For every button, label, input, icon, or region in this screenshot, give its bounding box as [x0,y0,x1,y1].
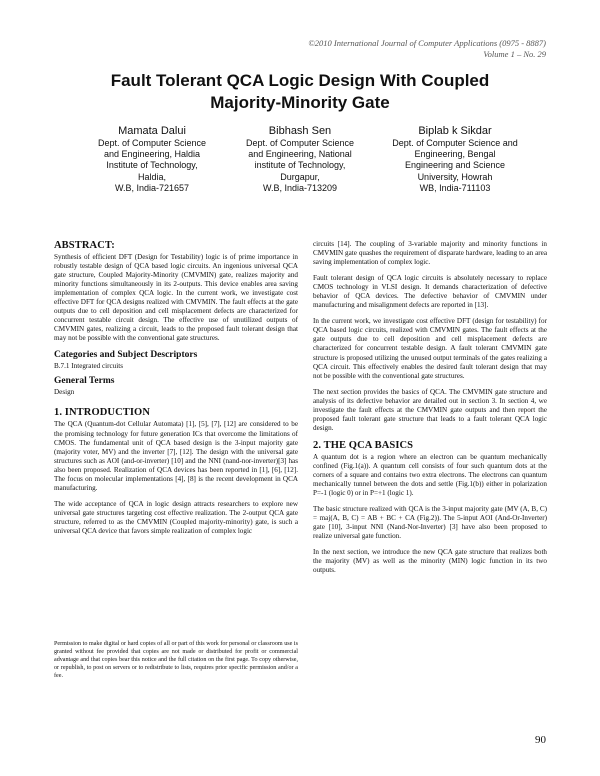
abstract-heading: ABSTRACT: [54,240,115,251]
affiliation-line: institute of Technology, [254,160,346,171]
author-block-2 [240,124,360,194]
affiliation-line: and Engineering, National [248,149,352,160]
affiliation-line: and Engineering, Haldia [103,149,201,160]
affiliation-line: W.B, India-721657 [114,182,190,193]
affiliation-line: W.B, India-713209 [262,182,338,193]
qca-basics-paragraph-2: The basic structure realized with QCA is the 3-input majority gate (MV (A, B, C) = maj(A, B, C) = AB + BC + CA (Fig.2)). The 5-input AOI (And-Or-Inverter) gate [10], 3-input NNI (Nand-Nor-Inverter) [3] have also been proposed to realize universal gate function. [313,505,547,541]
qca-basics-paragraph-1: A quantum dot is a region where an electron can be quantum mechanically confined (Fig.1(a)). A quantum cell consists of four such quantum dots at the corners of a square and contains two extra electrons. The electrons can quantum mechanically tunnel between the dots and settle (Fig.1(b)) either in polarization P=-1 (logic 0) or in P=+1 (logic 1). [313,452,547,498]
affiliation-line: Durgapur, [280,171,320,182]
author-affiliation [240,138,360,194]
running-header [308,38,546,60]
affiliation-line: Engineering and Science [404,160,506,171]
left-column [54,240,298,543]
volume-line: Volume 1 – No. 29 [483,49,546,59]
affiliation-line: Institute of Technology, [106,160,198,171]
author-name: Mamata Dalui [118,125,186,137]
right-paragraph-3: In the current work, we investigate cost effective DFT (design for testability) for QCA based logic circuits, realized with CMVMIN gates. The fault effects at the gate outputs due to cell deposition and cell misplacement defects are characterized for concurrent testable design. A fault tolerant CMVMIN gate structure is proposed utilizing the unused output terminals of the gates realizing a QCA circuit. This effectively enables the desired fault tolerant design that may not be possible with the conventional gate structures. [313,317,547,380]
title-line-1: Fault Tolerant QCA Logic Design With Coupled [110,71,490,90]
affiliation-line: Dept. of Computer Science and [392,138,518,148]
introduction-heading: 1. INTRODUCTION [54,407,151,419]
author-affiliation [385,138,525,194]
qca-basics-heading: 2. THE QCA BASICS [313,439,414,451]
right-paragraph-1: circuits [14]. The coupling of 3-variable majority and minority functions in CMVMIN gate quashes the requirement of disparate hardware, leading to an area saving implementation of complex logic. [313,240,547,267]
paper-title [60,70,540,114]
author-block-1 [92,124,212,194]
author-name: Bibhash Sen [268,125,332,137]
journal-line: ©2010 International Journal of Computer Applications (0975 - 8887) [308,38,546,48]
right-paragraph-2: Fault tolerant design of QCA logic circuits is absolutely necessary to replace CMOS technology in VLSI design. It demands characterization of defective behavior of QCA devices. The defective behavior of CMVMIN under manufacturing and misalignment defects are reported in [13]. [313,274,547,310]
page-number: 90 [535,734,546,746]
affiliation-line: WB, India-711103 [419,182,491,193]
introduction-paragraph-1: The QCA (Quantum-dot Cellular Automata) [1], [5], [7], [12] are considered to be the promising technology for future generation ICs that overcome the limitations of CMOS. The fundamental unit of QCA based design is the 3-input majority gate (majority voter, MV) and the inverter [7], [12]. The design with the universal gate structures such as AOI (and-or-inverter) [10] and the NNI (nand-nor-inverter)[3] has also been proposed. Realization of QCA devices has been reported in [1], [6], [12]. The focus on molecular implementations [4], [8] is the recent development in QCA manufacturing. [54,420,298,492]
author-affiliation [92,138,212,194]
affiliation-line: Dept. of Computer Science [245,138,355,148]
affiliation-line: Dept. of Computer Science [97,138,207,148]
affiliation-line: Engineering, Bengal [414,149,496,160]
abstract-text: Synthesis of efficient DFT (Design for Testability) logic is of prime importance in robustly testable design of QCA based logic circuits. An ingenious universal QCA gate structure, Coupled Majority-Minority (CMVMIN) gate, realizes majority and minority functions simultaneously in its 2-outputs. This device enables area saving implementation of complex QCA logic. In the current work, we investigate cost effective DFT for QCA designs realized with CMVMIN. The fault effects at the gate outputs due to cell deposition and cell misplacement defects are characterized for concurrent testable circuit design. The effective use of unutilized outputs of CMVMIN gates, realizing a circuit, leads to the proposed fault tolerant design that may not be possible with the conventional gate structures. [54,253,298,343]
introduction-paragraph-2: The wide acceptance of QCA in logic design attracts researchers to explore new universal gate structures targeting cost effective realization. The 2-output QCA gate structure, referred to as the CMVMIN (Coupled majority-minority) gate, is such a universal QCA device that favors simple realization of complex logic [54,499,298,535]
author-name: Biplab k Sikdar [418,125,492,137]
general-terms-heading: General Terms [54,376,115,387]
general-terms-text: Design [54,388,75,397]
right-paragraph-4: The next section provides the basics of QCA. The CMVMIN gate structure and analysis of its defective behavior are detailed out in section 3. In section 4, we investigate the fault effects at the CMVMIN gate outputs and then report the proposed fault tolerant gate structure that leads to a fault tolerant QCA logic design. [313,387,547,432]
right-column [313,240,547,582]
title-line-2: Majority-Minority Gate [210,93,390,112]
permission-notice: Permission to make digital or hard copies of all or part of this work for personal or classroom use is granted without fee provided that copies are not made or distributed for profit or commercial advantage and that copies bear this notice and the full citation on the first page. To copy otherwise, or republish, to post on servers or to redistribute to lists, requires prior specific permission and/or a fee. [54,641,298,680]
categories-heading: Categories and Subject Descriptors [54,350,198,361]
affiliation-line: University, Howrah [417,171,493,182]
affiliation-line: Haldia, [137,171,166,182]
author-block-3 [385,124,525,194]
qca-basics-paragraph-3: In the next section, we introduce the new QCA gate structure that realizes both the majority (MV) as well as the minority (MIN) logic function in its two outputs. [313,548,547,575]
categories-text: B.7.1 Integrated circuits [54,362,124,371]
